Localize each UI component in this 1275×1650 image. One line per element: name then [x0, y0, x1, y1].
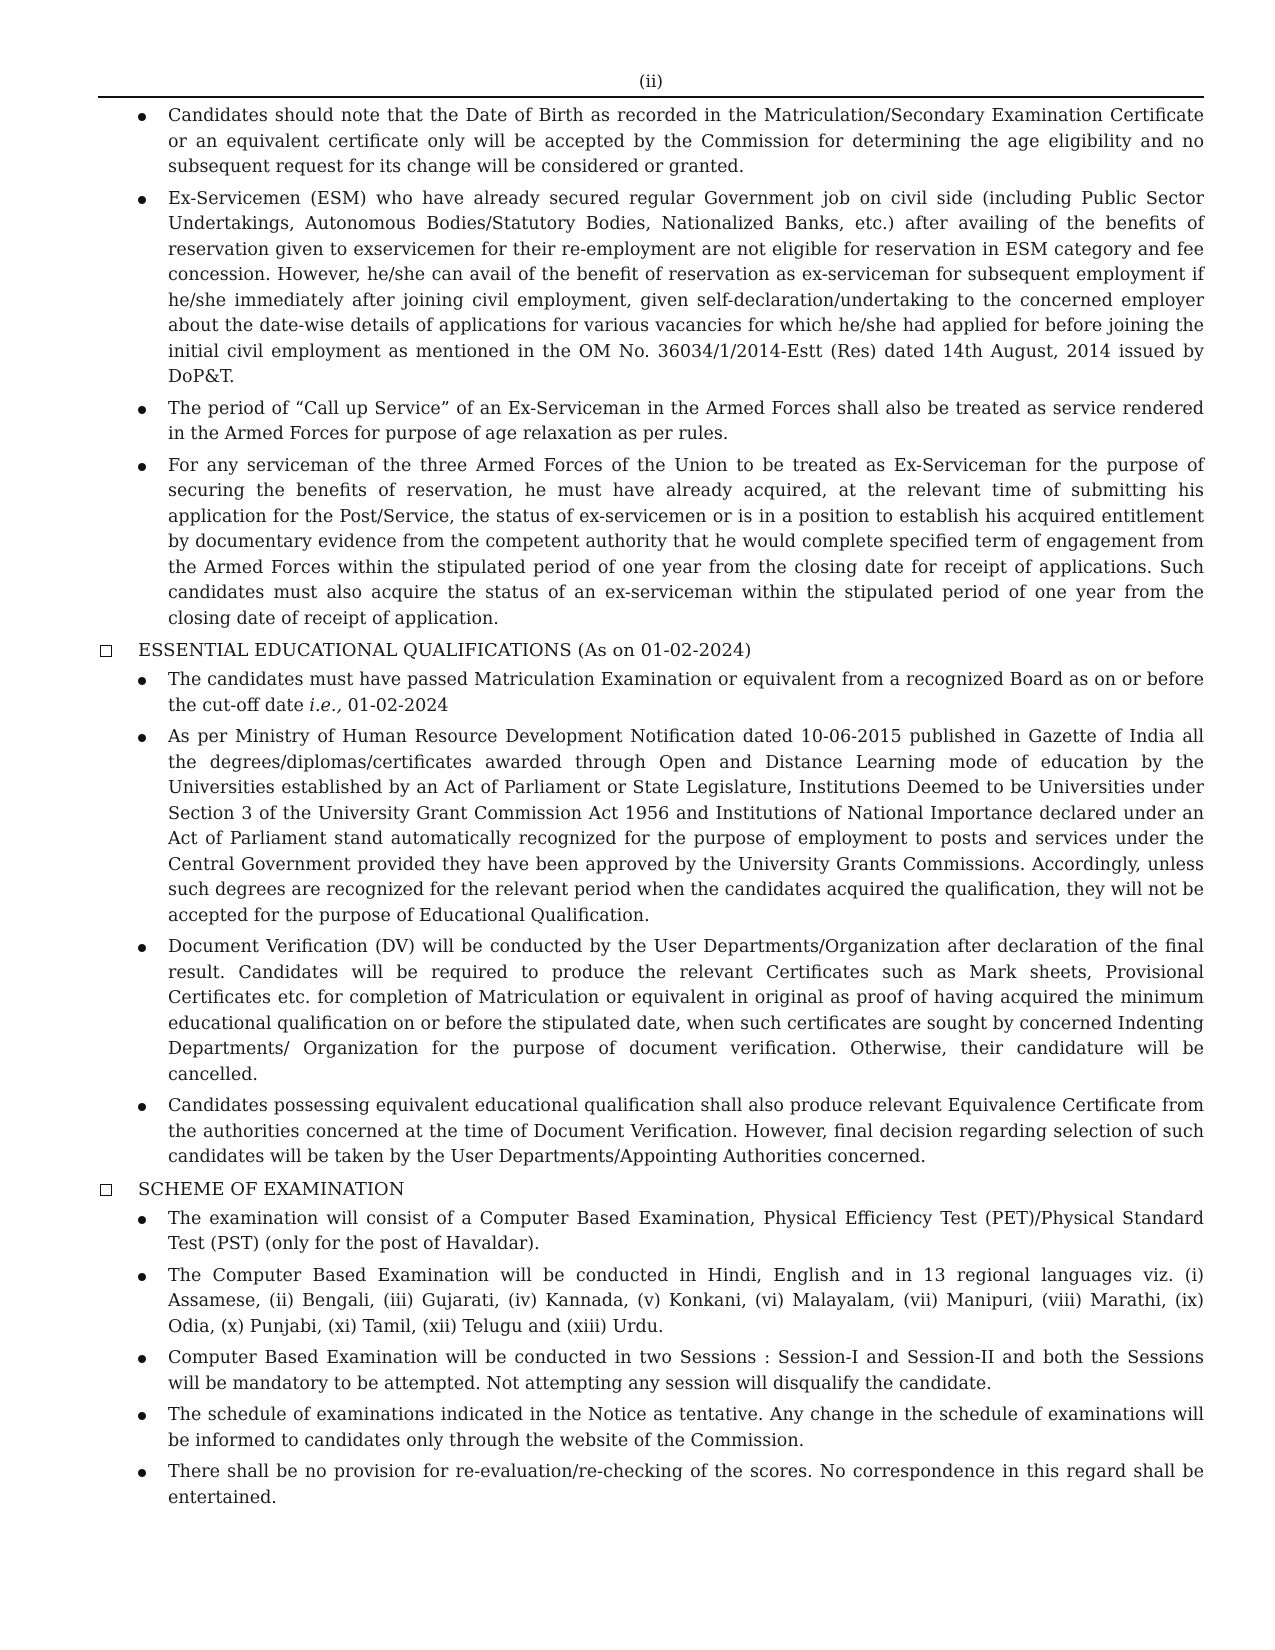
- list-item: [138, 1403, 1204, 1454]
- list-item-text: As per Ministry of Human Resource Development Notification dated 10-06-2015 published in Gazette of India all the degrees/diplomas/certificates awarded through Open and Distance Learning mode of education by the Universities established by an Act of Parliament or State Legislature, Institutions Deemed to be Universities under Section 3 of the University Grant Commission Act 1956 and Institutions of National Importance declared under an Act of Parliament stand automatically recognized for the purpose of employment to posts and services under the Central Government provided they have been approved by the University Grants Commissions. Accordingly, unless such degrees are recognized for the relevant period when the candidates acquired the qualification, they will not be accepted for the purpose of Educational Qualification.: [168, 727, 1204, 926]
- list-item-text: The schedule of examinations indicated in the Notice as tentative. Any change in the schedule of examinations will be informed to candidates only through the website of the Commission.: [168, 1405, 1204, 1451]
- qualifications-list: [98, 668, 1204, 1171]
- list-item-text: The Computer Based Examination will be conducted in Hindi, English and in 13 regional languages viz. (i) Assamese, (ii) Bengali, (iii) Gujarati, (iv) Kannada, (v) Konkani, (vi) Malayalam, (vii) Manipuri, (viii) Marathi, (ix) Odia, (x) Punjabi, (xi) Tamil, (xii) Telugu and (xiii) Urdu.: [168, 1265, 1204, 1337]
- checkbox-square-icon: [100, 645, 112, 657]
- list-item-text: Document Verification (DV) will be conducted by the User Departments/Organization after declaration of the final result. Candidates will be required to produce the relevant Certificates such as Mark sheets, Provisional Certificates etc. for completion of Matriculation or equivalent in original as proof of having acquired the minimum educational qualification on or before the stipulated date, when such certificates are sought by concerned Indenting Departments/ Organization for the purpose of document verification. Otherwise, their candidature will be cancelled.: [168, 937, 1204, 1085]
- list-item-text: Candidates possessing equivalent educational qualification shall also produce relevant Equivalence Certificate from the authorities concerned at the time of Document Verification. However, final decision regarding selection of such candidates will be taken by the User Departments/Appointing Authorities concerned.: [168, 1096, 1204, 1167]
- list-item: [138, 935, 1204, 1088]
- page-number: (ii): [638, 72, 664, 92]
- scheme-heading: [98, 1177, 1204, 1203]
- list-item-text: There shall be no provision for re-evaluation/re-checking of the scores. No correspondence in this regard shall be entertained.: [168, 1462, 1204, 1508]
- list-item: [138, 454, 1204, 633]
- bullet-icon: [138, 196, 146, 204]
- list-item-text: The candidates must have passed Matriculation Examination or equivalent from a recognized Board as on or before the cut-off date: [168, 670, 1204, 716]
- list-item-text: Ex-Servicemen (ESM) who have already secured regular Government job on civil side (including Public Sector Undertakings, Autonomous Bodies/Statutory Bodies, Nationalized Banks, etc.) after availing of the benefits of reservation given to exservicemen for their re-employment are not eligible for reservation in ESM category and fee concession. However, he/she can avail of the benefit of reservation as ex-serviceman for subsequent employment if he/she immediately after joining civil employment, given self-declaration/undertaking to the concerned employer about the date-wise details of applications for various vacancies for which he/she had applied for before joining the initial civil employment as mentioned in the OM No. 36034/1/2014-Estt (Res) dated 14th August, 2014 issued by DoP&T.: [168, 188, 1204, 387]
- section-heading-text: SCHEME OF EXAMINATION: [138, 1178, 405, 1200]
- bullet-icon: [138, 406, 146, 414]
- bullet-icon: [138, 734, 146, 742]
- age-notes-list: [98, 104, 1204, 632]
- list-item: [138, 1264, 1204, 1341]
- header-rule: [98, 96, 1204, 98]
- bullet-icon: [138, 113, 146, 121]
- list-item-text: Candidates should note that the Date of Birth as recorded in the Matriculation/Secondary Examination Certificate or an equivalent certificate only will be accepted by the Commission for determining the age eligibility and no subsequent request for its change will be considered or granted.: [168, 106, 1204, 177]
- document-page: [98, 70, 1204, 1517]
- bullet-icon: [138, 677, 146, 685]
- bullet-icon: [138, 1273, 146, 1281]
- bullet-icon: [138, 1355, 146, 1363]
- bullet-icon: [138, 1103, 146, 1111]
- section-heading-text: ESSENTIAL EDUCATIONAL QUALIFICATIONS (As on 01-02-2024): [138, 640, 752, 661]
- list-item: [138, 104, 1204, 181]
- list-item: [138, 668, 1204, 719]
- checkbox-square-icon: [100, 1184, 112, 1196]
- bullet-icon: [138, 1216, 146, 1224]
- list-item: [138, 397, 1204, 448]
- list-item-text: Computer Based Examination will be conducted in two Sessions : Session-I and Session-II and both the Sessions will be mandatory to be attempted. Not attempting any session will disqualify the candidate.: [168, 1348, 1204, 1394]
- list-item: [138, 725, 1204, 929]
- qualifications-heading: [98, 638, 1204, 664]
- list-item: [138, 1207, 1204, 1258]
- list-item-text: For any serviceman of the three Armed Forces of the Union to be treated as Ex-Serviceman for the purpose of securing the benefits of reservation, he must have already acquired, at the relevant time of submitting his application for the Post/Service, the status of ex-servicemen or is in a position to establish his acquired entitlement by documentary evidence from the competent authority that he would complete specified term of engagement from the Armed Forces within the stipulated period of one year from the closing date for receipt of applications. Such candidates must also acquire the status of an ex-serviceman within the stipulated period of one year from the closing date of receipt of application.: [168, 455, 1204, 629]
- bullet-icon: [138, 1412, 146, 1420]
- bullet-icon: [138, 463, 146, 471]
- list-item-text: The period of “Call up Service” of an Ex-Serviceman in the Armed Forces shall also be treated as service rendered in the Armed Forces for purpose of age relaxation as per rules.: [168, 398, 1204, 444]
- italic-abbreviation: i.e.,: [309, 695, 343, 716]
- list-item: [138, 1460, 1204, 1511]
- scheme-list: [98, 1207, 1204, 1512]
- list-item: [138, 1346, 1204, 1397]
- bullet-icon: [138, 944, 146, 952]
- bullet-icon: [138, 1469, 146, 1477]
- list-item-text: The examination will consist of a Computer Based Examination, Physical Efficiency Test (PET)/Physical Standard Test (PST) (only for the post of Havaldar).: [168, 1208, 1204, 1254]
- list-item: [138, 187, 1204, 391]
- list-item: [138, 1094, 1204, 1171]
- cutoff-date: 01-02-2024: [342, 695, 449, 716]
